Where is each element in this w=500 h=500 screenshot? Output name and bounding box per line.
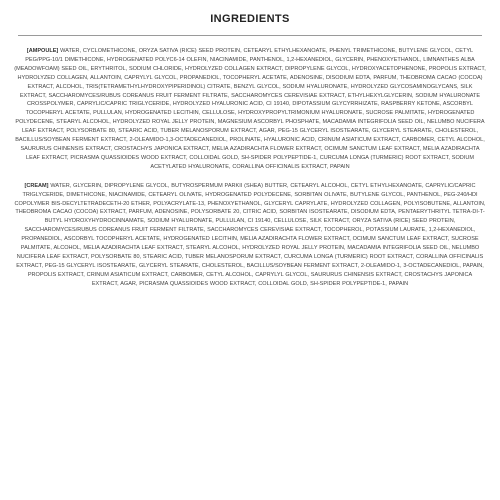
cream-ingredients [14, 182, 486, 289]
ampoule-ingredient-list: WATER, CYCLOMETHICONE, ORYZA SATIVA (RICE) SEED PROTEIN, CETEARYL ETHYLHEXANOATE, PHENYL TRIMETHICONE, BUTYLENE GLYCOL, CETYL PEG/PPG-10/1 DIMETHICONE, HYDROGENATED POLYC6-14 OLEFIN, NIACINAMIDE, PANTHENOL, 1,2-HEXANEDIOL, GLYCERIN, PHENOXYETHANOL, LIMNANTHES ALBA (MEADOWFOAM) SEED OIL, ERYTHRITOL, SODIUM CHLORIDE, HYDROLYZED COLLAGEN EXTRACT, DIPROPYLENE GLYCOL, HYDROXYACETOPHENONE, PROPOLIS EXTRACT, HYDROLYZED COLLAGEN, ALLANTOIN, CAPRYLYL GLYCOL, PROPANEDIOL, TOCOPHERYL ACETATE, ADENOSINE, DISODIUM EDTA, PARFUM, THEOBROMA CACAO (COCOA) EXTRACT, ALCOHOL, TRIS(TETRAMETHYLHYDROXYPIPERIDINOL) CITRATE, BENZYL GLYCOL, SODIUM HYALURONATE, HYDROLYZED GLYCOSAMINOGLYCANS, SILK EXTRACT, SACCHAROMYCES/RUBUS COREANUS FRUIT FERMENT FILTRATE, SACCHAROMYCES CEREVISIAE EXTRACT, ETHYLHEXYLGLYCERIN, SODIUM HYALURONATE CROSSPOLYMER, CAPRYLIC/CAPRIC TRIGLYCERIDE, HYDROLYZED HYALURONIC ACID, CI 19140, DIPOTASSIUM GLYCYRRHIZATE, RASPBERRY KETONE, ASCORBYL TOCOPHERYL ACETATE, PULLULAN, HYDROGENATED LECITHIN, CELLULOSE, HYDROXYPROPYLTRIMONIUM HYALURONATE, SUCROSE PALMITATE, HYDROGENATED POLYDECENE, STEARYL ALCOHOL, HYDROLYZED ROYAL JELLY PROTEIN, MAGNESIUM ASCORBYL PHOSPHATE, MACADAMIA INTEGRIFOLIA SEED OIL, NELUMBO NUCIFERA LEAF EXTRACT, POLYSORBATE 80, STEARIC ACID, TUBER MELANOSPORUM EXTRACT, AGAR, PEG-15 GLYCERYL ISOSTEARATE, GLYCERYL STEARATE, CHOLESTEROL, BACILLUS/SOYBEAN FERMENT EXTRACT, 2-OLEAMIDO-1,3-OCTADECANEDIOL, PROLINATE, HYALURONIC ACID, CRINUM ASIATICUM EXTRACT, CARBOMER, CETYL ALCOHOL, SAURURUS CHINENSIS EXTRACT, CROSTACHYS JAPONICA EXTRACT, MELIA AZADIRACHTA FLOWER EXTRACT, OCIMUM SANCTUM LEAF EXTRACT, MELIA AZADIRACHTA LEAF EXTRACT, PICRASMA QUASSIOIDES WOOD EXTRACT, COLLOIDAL GOLD, SH-SPIDER POLYPEPTIDE-1, CURCUMA LONGA (TURMERIC) ROOT EXTRACT, SODIUM ACETYLATED HYALURONATE, CORALLINA OFFICINALIS EXTRACT, PAPAIN [14, 48, 486, 170]
title-divider [18, 35, 482, 36]
cream-ingredient-list: WATER, GLYCERIN, DIPROPYLENE GLYCOL, BUTYROSPERMUM PARKII (SHEA) BUTTER, CETEARYL ALCOHOL, CETYL ETHYLHEXANOATE, CAPRYLIC/CAPRIC TRIGLYCERIDE, DIMETHICONE, NIACINAMIDE, CETEARYL OLIVATE, HYDROGENATED POLYDECENE, SORBITAN OLIVATE, BUTYLENE GLYCOL, PANTHENOL, PEG-240/HDI COPOLYMER BIS-DECYLTETRADECETH-20 ETHER, POLYACRYLATE-13, PHENOXYETHANOL, GLYCERYL CAPRYLATE, HYDROLYZED COLLAGEN, POLYISOBUTENE, ALLANTOIN, THEOBROMA CACAO (COCOA) EXTRACT, PARFUM, ADENOSINE, POLYSORBATE 20, CITRIC ACID, SORBITAN ISOSTEARATE, DISODIUM EDTA, PENTAERYTHRITYL TETRA-DI-T-BUTYL HYDROXYHYDROCINNAMATE, SODIUM HYALURONATE, PULLULAN, CI 19140, CELLULOSE, SILK EXTRACT, ORYZA SATIVA (RICE) SEED PROTEIN, SACCHAROMYCES/RUBUS COREANUS FRUIT FERMENT FILTRATE, SACCHAROMYCES CEREVISIAE EXTRACT, TOCOPHEROL, POTASSIUM LAURATE, 1,2-HEXANEDIOL, PROPANEDIOL, ASCORBYL TOCOPHERYL ACETATE, HYDROGENATED LECITHIN, MELIA AZADIRACHTA FLOWER EXTRACT, OCIMUM SANCTUM LEAF EXTRACT, SUCROSE PALMITATE, ALCOHOL, MELIA AZADIRACHTA LEAF EXTRACT, STEARYL ALCOHOL, HYDROLYZED ROYAL JELLY PROTEIN, MACADAMIA INTEGRIFOLIA SEED OIL, NELUMBO NUCIFERA LEAF EXTRACT, POLYSORBATE 80, STEARIC ACID, TUBER MELANOSPORUM EXTRACT, CURCUMA LONGA (TURMERIC) ROOT EXTRACT, CORALLINA OFFICINALIS EXTRACT, PEG-15 GLYCERYL ISOSTEARATE, GLYCERYL STEARATE, CHOLESTEROL, BACILLUS/SOYBEAN FERMENT EXTRACT, 2-OLEAMIDO-1, 3-OCTADECANEDIOL, PAPAIN, PROPOLIS EXTRACT, CRINUM ASIATICUM EXTRACT, CARBOMER, CETYL ALCOHOL, CAPRYLYL GLYCOL, SAURURUS CHINENSIS EXTRACT, CROSTACHYS JAPONICA EXTRACT, AGAR, PICRASMA QUASSIOIDES WOOD EXTRACT, COLLOIDAL GOLD, SH-SPIDER POLYPEPTIDE-1, PAPAIN [14, 182, 486, 287]
cream-label: [CREAM] [24, 182, 49, 189]
page-title: INGREDIENTS [210, 13, 290, 25]
ampoule-ingredients [14, 47, 486, 172]
ampoule-label: [AMPOULE] [26, 48, 59, 54]
